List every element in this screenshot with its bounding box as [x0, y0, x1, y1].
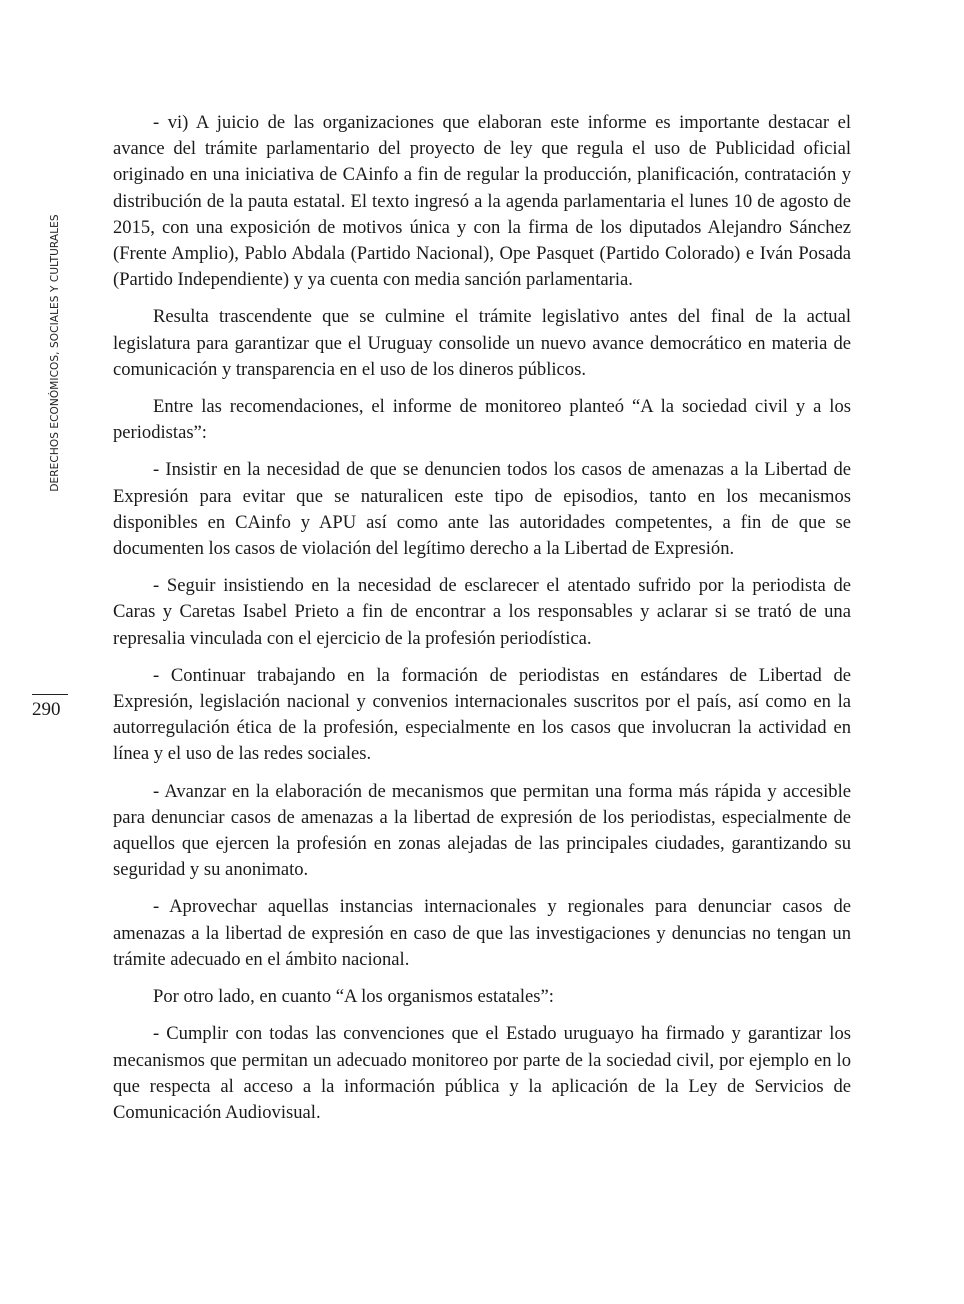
recommendation-esclarecer-atentado: - Seguir insistiendo en la necesidad de esclarecer el atentado sufrido por la periodista de Caras y Caretas Isabel Prieto a fin de encontrar a los responsables y aclarar si se trató de una represalia vinculada con el ejercicio de la profesión periodística. [113, 575, 851, 649]
recommendation-formacion: - Continuar trabajando en la formación de periodistas en estándares de Libertad de Expresión, legislación nacional y convenios internacionales suscritos por el país, así como en la autorregulación ética de la profesión, especialmente en los casos que involucran la actividad en línea y el uso de las redes sociales. [113, 664, 851, 765]
recommendation-convenciones: - Cumplir con todas las convenciones que el Estado uruguayo ha firmado y garantizar los mecanismos que permitan un adecuado monitoreo por parte de la sociedad civil, por ejemplo en lo que respecta al acceso a la información pública y la aplicación de la Ley de Servicios de Comunicación Audiovisual. [113, 1023, 851, 1123]
paragraph-publicidad-oficial: - vi) A juicio de las organizaciones que elaboran este informe es importante destacar el avance del trámite parlamentario del proyecto de ley que regula el uso de Publicidad oficial originado en una iniciativa de CAinfo a fin de regular la producción, planificación, contratación y distribución de la pauta estatal. El texto ingresó a la agenda parlamentaria el lunes 10 de agosto de 2015, con una exposición de motivos única y con la firma de los diputados Alejandro Sánchez (Frente Amplio), Pablo Abdala (Partido Nacional), Ope Pasquet (Partido Colorado) e Iván Posada (Partido Independiente) y ya cuenta con media sanción parlamentaria. [113, 112, 851, 291]
paragraph-tramite-legislativo: Resulta trascendente que se culmine el trámite legislativo antes del final de la actual legislatura para garantizar que el Uruguay consolide un nuevo avance democrático en materia de comunicación y transparencia en el uso de los dineros públicos. [113, 306, 851, 380]
recommendation-denuncias: - Insistir en la necesidad de que se denuncien todos los casos de amenazas a la Libertad de Expresión para evitar que se naturalicen este tipo de episodios, tanto en los mecanismos disponibles en CAinfo y APU así como ante las autoridades competentes, a fin de que se documenten los casos de violación del legítimo derecho a la Libertad de Expresión. [113, 459, 851, 560]
running-head: DERECHOS ECONÓMICOS, SOCIALES Y CULTURALES [49, 214, 61, 492]
page-number-rule [32, 694, 68, 695]
paragraph-recomendaciones-intro: Entre las recomendaciones, el informe de monitoreo planteó “A la sociedad civil y a los periodistas”: [113, 396, 851, 444]
body-text [113, 110, 851, 1137]
recommendation-mecanismos: - Avanzar en la elaboración de mecanismos que permitan una forma más rápida y accesible para denunciar casos de amenazas a la libertad de expresión de los periodistas, especialmente de aquellos que ejercen la profesión en zonas alejadas de las principales ciudades, garantizando su seguridad y su anonimato. [113, 780, 851, 881]
paragraph-organismos-estatales-intro: Por otro lado, en cuanto “A los organismos estatales”: [153, 986, 554, 1008]
recommendation-instancias-internacionales: - Aprovechar aquellas instancias internacionales y regionales para denunciar casos de amenazas a la libertad de expresión en caso de que las investigaciones y denuncias no tengan un trámite adecuado en el ámbito nacional. [113, 896, 851, 970]
page-number: 290 [32, 699, 61, 720]
